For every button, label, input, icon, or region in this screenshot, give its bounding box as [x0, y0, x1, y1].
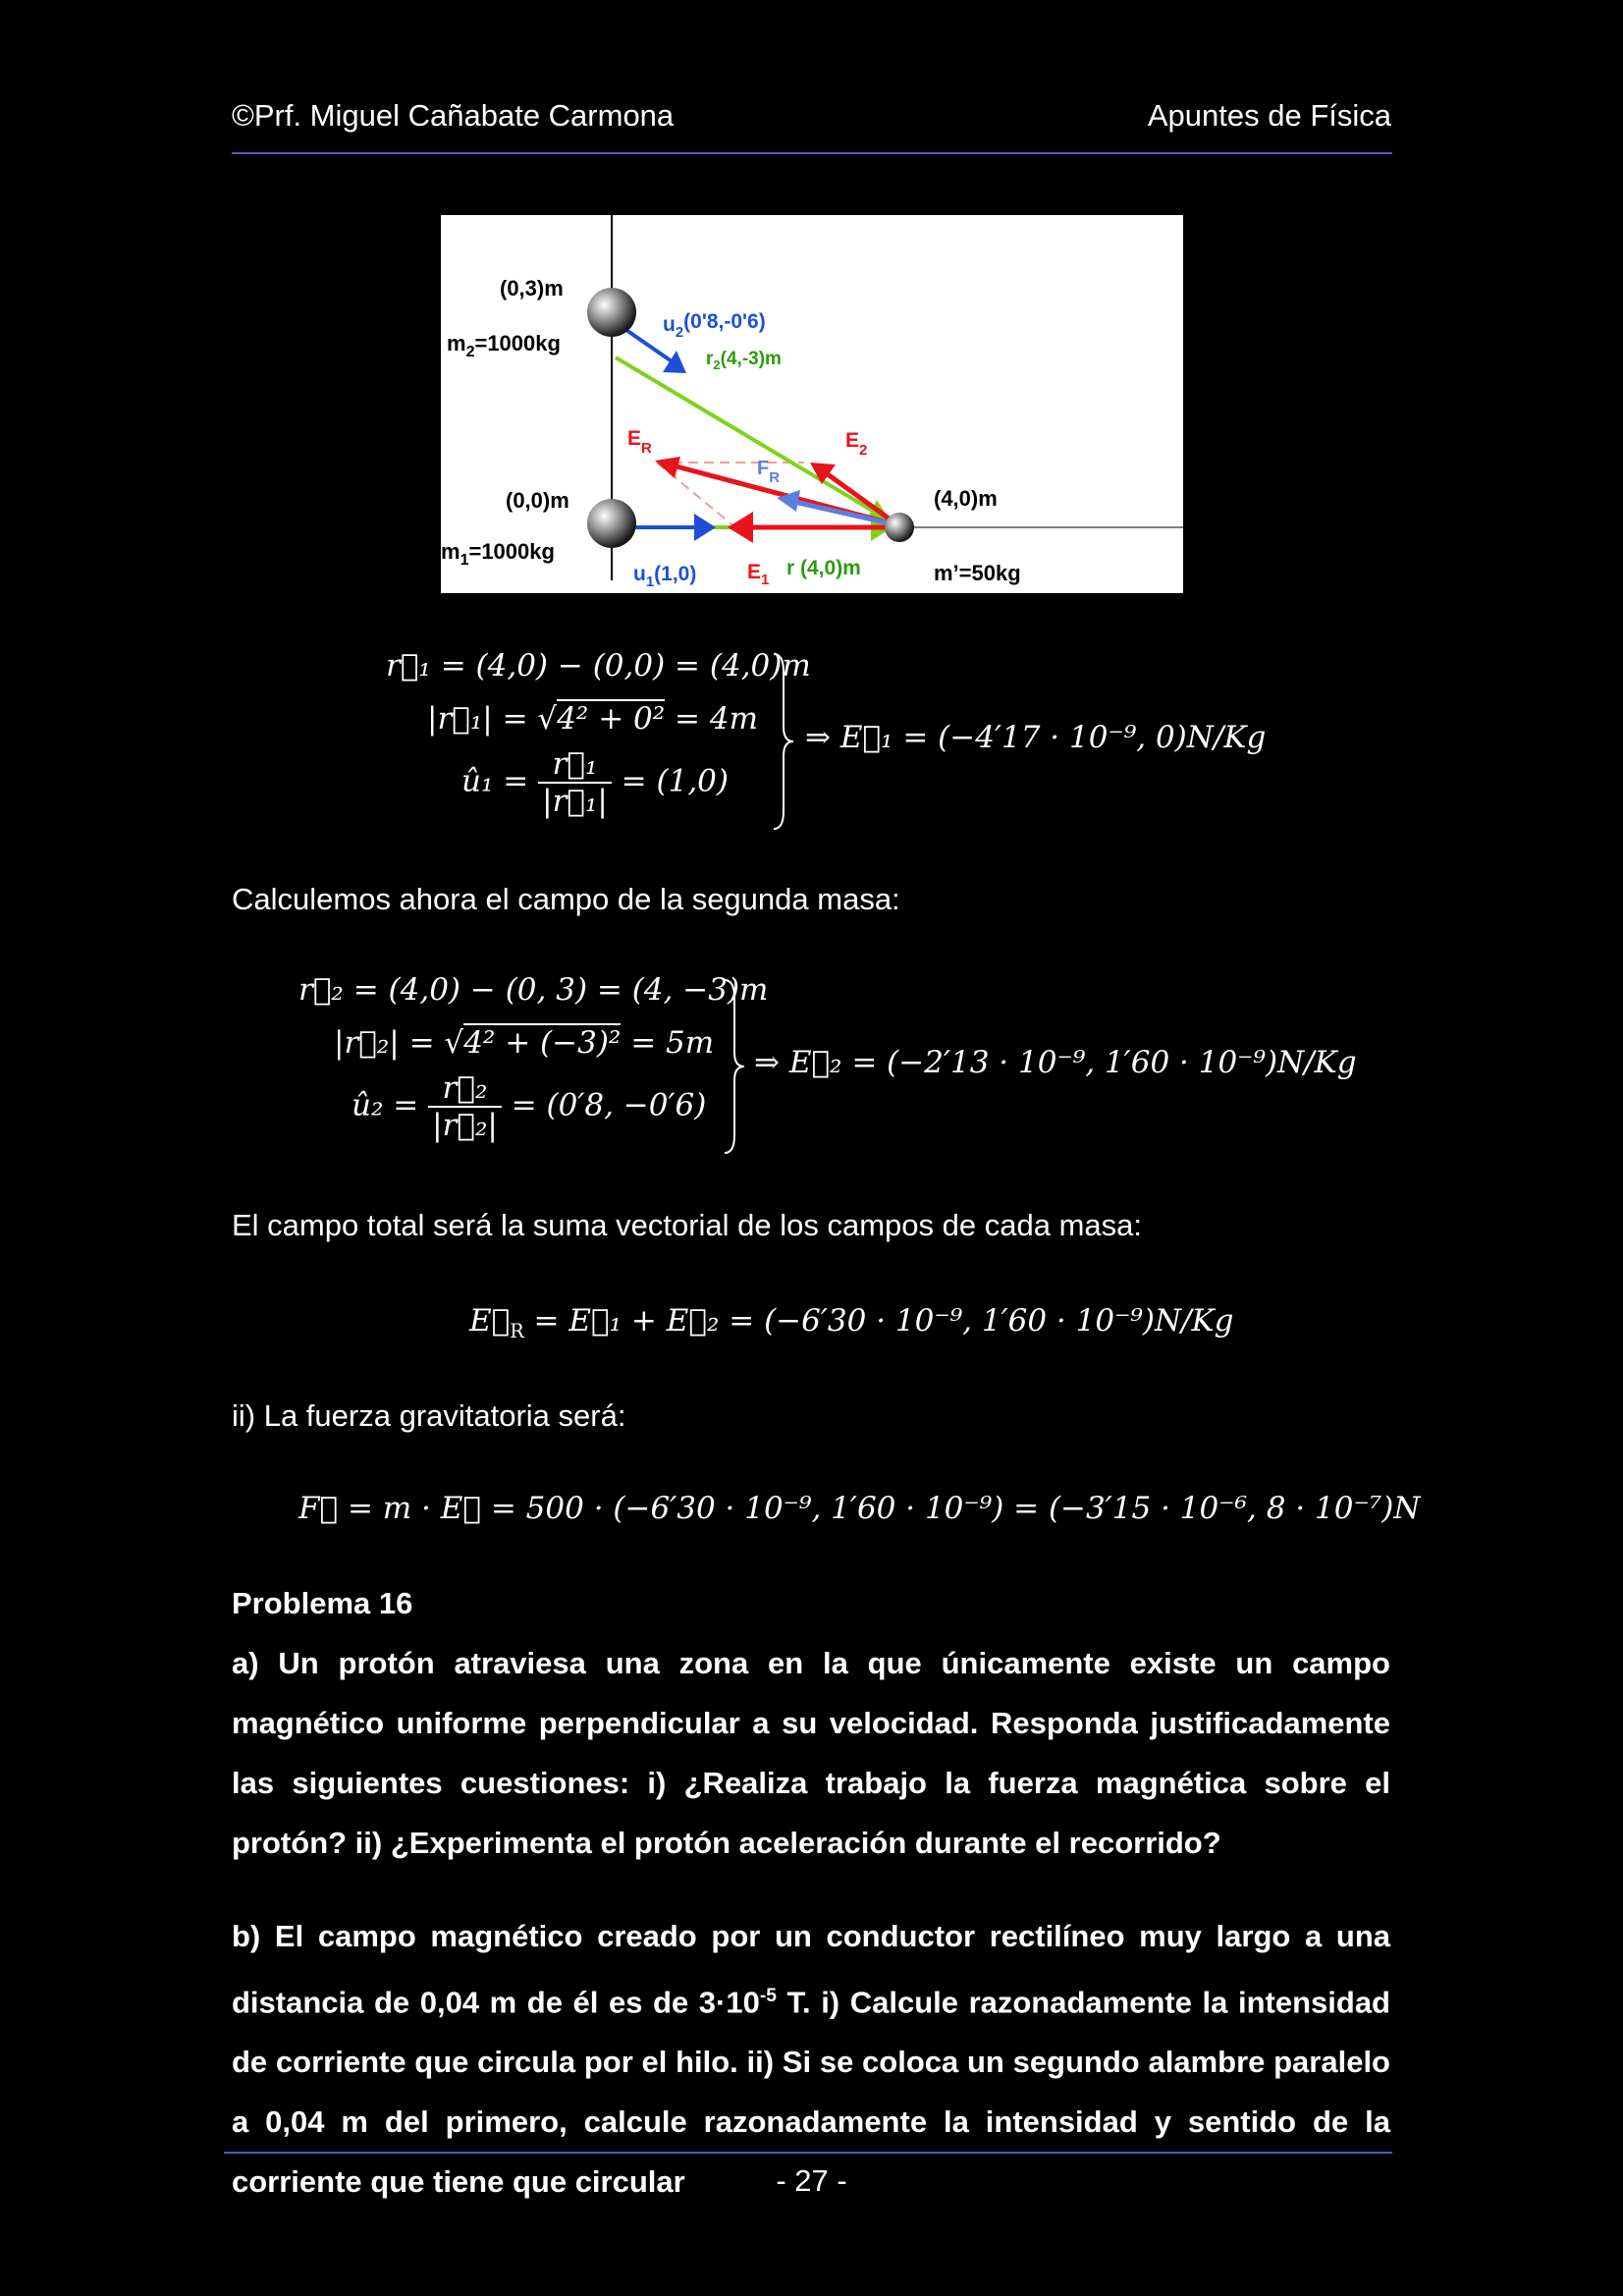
label-er: $E_R$ — [627, 427, 652, 457]
eq4: F⃗ = m · E⃗ = 500 · (−6′30 · 10⁻⁹, 1′60 · 10⁻⁹) = (−3′15 · 10⁻⁶, 8 · 10⁻⁷)N — [298, 1491, 1421, 1526]
mass-m2 — [587, 288, 636, 337]
eq1-result: ⇒ E⃗₁ = (−4′17 · 10⁻⁹, 0)N/Kg — [805, 720, 1267, 755]
label-fr: $F_R$ — [757, 458, 781, 486]
u2-arrowhead — [663, 351, 686, 373]
problem-part-a: a) Un protón atraviesa una zona en la que únicamente existe un campo magnético uniforme perpendicular a su velocidad. Responda justificadamente las siguientes cuestiones: i) ¿Realiza trabajo la fuerza magnética sobre el protón? ii) ¿Experimenta el protón aceleración durante el recorrido? — [232, 1646, 1390, 1860]
u1-arrowhead — [694, 514, 716, 541]
text-total-field: El campo total será la suma vectorial de los campos de cada masa: — [232, 1208, 1143, 1242]
label-r: r (4,0)m — [786, 557, 861, 579]
footer-rule — [224, 2152, 1392, 2154]
eq1-brace — [772, 652, 795, 831]
problem-title: Problema 16 — [232, 1586, 413, 1620]
header-author: ©Prf. Miguel Cañabate Carmona — [232, 98, 675, 133]
eq2-result: ⇒ E⃗₂ = (−2′13 · 10⁻⁹, 1′60 · 10⁻⁹)N/Kg — [754, 1045, 1357, 1080]
field-diagram — [441, 215, 1183, 593]
mass-mprime — [885, 513, 914, 542]
page-number: - 27 - — [776, 2163, 847, 2198]
label-p1: (0,0)m — [506, 488, 569, 513]
text-second-mass: Calculemos ahora el campo de la segunda masa: — [232, 882, 900, 916]
label-p3: (4,0)m — [934, 486, 998, 511]
eq2-line3: û₂ = $\frac{\text{r⃗₂}}{\text{|r⃗₂|}}$ = (0′8, −0′6) — [352, 1070, 707, 1143]
eq2-line2: |r⃗₂| = √4² + (−3)² = 5m — [334, 1025, 715, 1061]
e2-arrowhead — [810, 463, 836, 484]
label-r2: $r_2(4,-3)m$ — [706, 349, 782, 372]
label-e2: $E_2$ — [845, 429, 868, 459]
label-m1: $m_1=1000kg$ — [441, 539, 555, 569]
label-e1: $E_1$ — [747, 561, 770, 588]
text-gravitational-force: ii) La fuerza gravitatoria será: — [232, 1398, 626, 1433]
label-u1: $u_1(1,0)$ — [633, 563, 697, 590]
header-subject: Apuntes de Física — [1147, 98, 1391, 133]
eq1-line3: û₁ = $\frac{\text{r⃗₁}}{\text{|r⃗₁|}}$ = (1,0) — [461, 746, 729, 819]
e1-arrowhead — [728, 512, 753, 543]
eq2-brace — [723, 978, 746, 1155]
eq2-line1: r⃗₂ = (4,0) − (0, 3) = (4, −3)m — [298, 972, 769, 1008]
label-mprime: m’=50kg — [934, 561, 1021, 585]
eq3: $E⃗_R$ = E⃗₁ + E⃗₂ = (−6′30 · 10⁻⁹, 1′60 · 10⁻⁹)N/Kg — [469, 1303, 1234, 1343]
header-rule — [232, 152, 1392, 154]
mass-m1 — [587, 499, 636, 548]
label-u2: $u_2(0'8,-0'6)$ — [663, 310, 766, 341]
label-p2: (0,3)m — [500, 276, 564, 301]
eq1-line1: r⃗₁ = (4,0) − (0,0) = (4,0)m — [386, 648, 811, 683]
problem-part-b: b) El campo magnético creado por un conductor rectilíneo muy largo a una distancia de 0,04 m de él es de $3\cdot 10^{-5}$ T. i) Calcule razonadamente la intensidad de corriente que circula por el hilo. ii) Si se coloca un segundo alambre paralelo a 0,04 m del primero, calcule razonadamente la intensidad y sentido de la corriente que tiene que circular — [232, 1919, 1390, 2200]
eq1-line2: |r⃗₁| = √4² + 0² = 4m — [427, 701, 758, 737]
er-arrowhead — [655, 457, 680, 478]
label-m2: $m_2=1000kg$ — [447, 331, 561, 360]
